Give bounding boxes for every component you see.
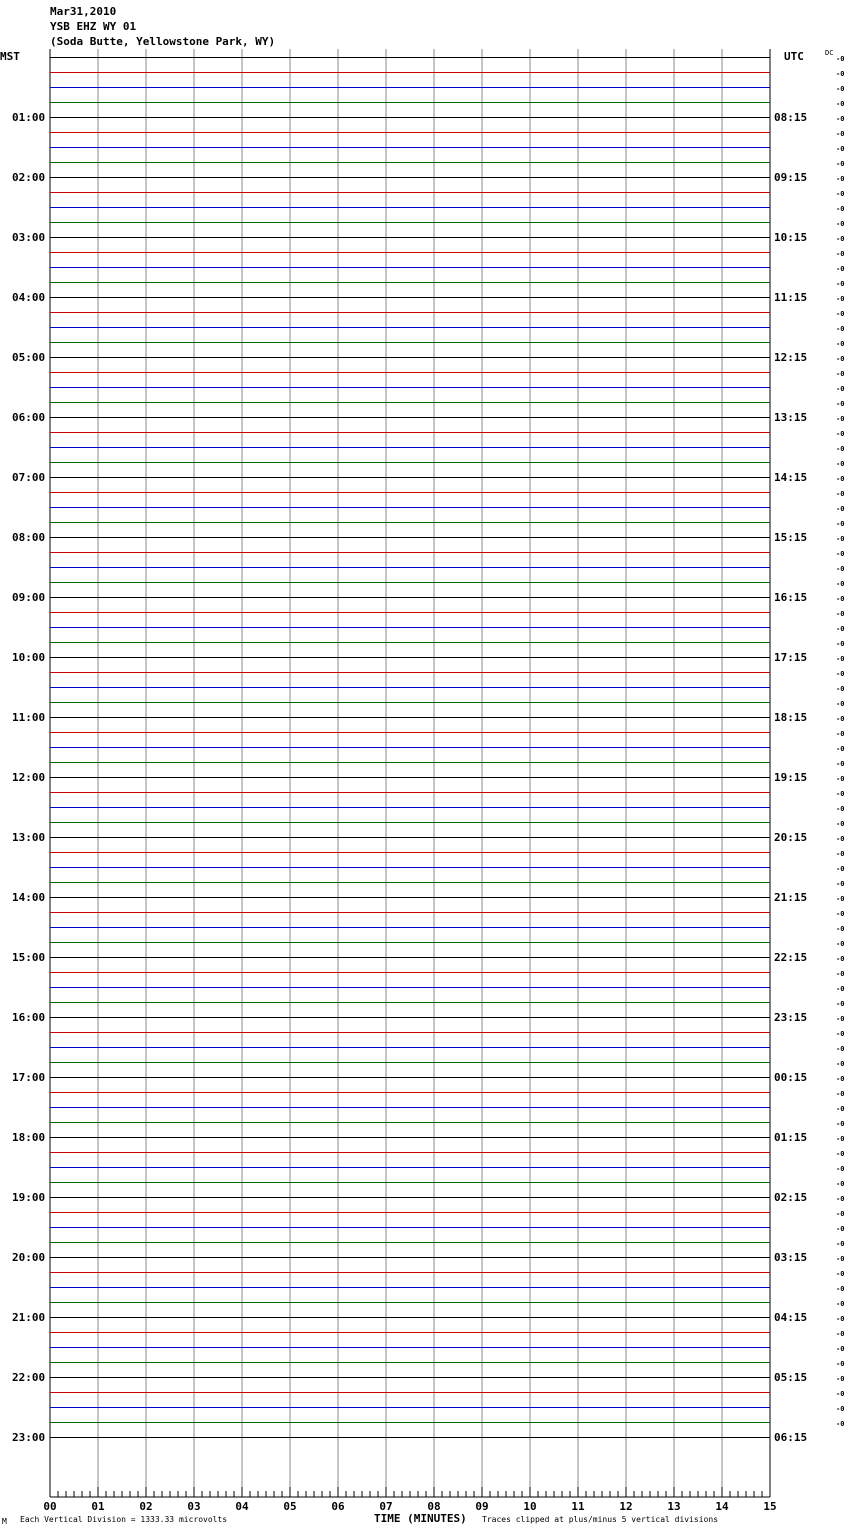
dc-offset-label: -0 bbox=[836, 340, 845, 348]
left-hour-label: 14:00 bbox=[12, 891, 46, 904]
left-hour-label: 12:00 bbox=[12, 771, 46, 784]
x-tick-label: 14 bbox=[715, 1500, 729, 1513]
right-hour-label: 04:15 bbox=[774, 1311, 808, 1324]
dc-offset-label: -0 bbox=[836, 100, 845, 108]
left-hour-label: 02:00 bbox=[12, 171, 46, 184]
dc-offset-label: -0 bbox=[836, 1270, 845, 1278]
x-tick-label: 09 bbox=[475, 1500, 489, 1513]
right-hour-label: 00:15 bbox=[774, 1071, 808, 1084]
dc-offset-label: -0 bbox=[836, 400, 845, 408]
x-tick-label: 01 bbox=[91, 1500, 105, 1513]
scale-note: Each Vertical Division = 1333.33 microvolts bbox=[20, 1515, 228, 1524]
left-hour-label: 13:00 bbox=[12, 831, 46, 844]
right-hour-label: 21:15 bbox=[774, 891, 808, 904]
dc-offset-label: -0 bbox=[836, 1405, 845, 1413]
right-hour-label: 22:15 bbox=[774, 951, 808, 964]
dc-offset-label: -0 bbox=[836, 70, 845, 78]
dc-offset-label: -0 bbox=[836, 475, 845, 483]
dc-offset-label: -0 bbox=[836, 940, 845, 948]
left-hour-label: 10:00 bbox=[12, 651, 46, 664]
x-tick-label: 13 bbox=[667, 1500, 681, 1513]
header-station: YSB EHZ WY 01 bbox=[50, 20, 137, 33]
dc-offset-label: -0 bbox=[836, 700, 845, 708]
x-tick-label: 03 bbox=[187, 1500, 201, 1513]
right-hour-label: 23:15 bbox=[774, 1011, 808, 1024]
dc-offset-label: -0 bbox=[836, 280, 845, 288]
right-hour-label: 06:15 bbox=[774, 1431, 808, 1444]
dc-offset-label: -0 bbox=[836, 295, 845, 303]
right-hour-label: 03:15 bbox=[774, 1251, 808, 1264]
left-hour-label: 21:00 bbox=[12, 1311, 46, 1324]
x-tick-label: 06 bbox=[331, 1500, 345, 1513]
dc-offset-label: -0 bbox=[836, 205, 845, 213]
dc-offset-label: -0 bbox=[836, 1150, 845, 1158]
dc-label: DC bbox=[825, 49, 834, 57]
dc-offset-label: -0 bbox=[836, 1180, 845, 1188]
dc-offset-label: -0 bbox=[836, 175, 845, 183]
dc-offset-label: -0 bbox=[836, 565, 845, 573]
right-hour-label: 05:15 bbox=[774, 1371, 808, 1384]
dc-offset-label: -0 bbox=[836, 880, 845, 888]
right-hour-label: 20:15 bbox=[774, 831, 808, 844]
right-hour-label: 08:15 bbox=[774, 111, 808, 124]
left-hour-label: 17:00 bbox=[12, 1071, 46, 1084]
x-tick-label: 11 bbox=[571, 1500, 585, 1513]
dc-offset-label: -0 bbox=[836, 925, 845, 933]
x-tick-label: 15 bbox=[763, 1500, 777, 1513]
x-tick-label: 08 bbox=[427, 1500, 441, 1513]
dc-offset-label: -0 bbox=[836, 1300, 845, 1308]
header-date: Mar31,2010 bbox=[50, 5, 117, 18]
left-hour-label: 11:00 bbox=[12, 711, 46, 724]
right-hour-label: 02:15 bbox=[774, 1191, 808, 1204]
right-hour-label: 01:15 bbox=[774, 1131, 808, 1144]
dc-offset-label: -0 bbox=[836, 820, 845, 828]
right-hour-label: 18:15 bbox=[774, 711, 808, 724]
left-hour-label: 05:00 bbox=[12, 351, 46, 364]
left-hour-label: 09:00 bbox=[12, 591, 46, 604]
dc-offset-label: -0 bbox=[836, 910, 845, 918]
left-hour-label: 08:00 bbox=[12, 531, 46, 544]
left-hour-label: 19:00 bbox=[12, 1191, 46, 1204]
dc-offset-label: -0 bbox=[836, 505, 845, 513]
dc-offset-label: -0 bbox=[836, 550, 845, 558]
x-tick-label: 05 bbox=[283, 1500, 297, 1513]
dc-offset-label: -0 bbox=[836, 805, 845, 813]
x-tick-label: 04 bbox=[235, 1500, 249, 1513]
dc-offset-label: -0 bbox=[836, 355, 845, 363]
dc-offset-label: -0 bbox=[836, 1165, 845, 1173]
dc-offset-label: -0 bbox=[836, 1420, 845, 1428]
dc-offset-label: -0 bbox=[836, 1045, 845, 1053]
dc-offset-label: -0 bbox=[836, 1345, 845, 1353]
dc-offset-label: -0 bbox=[836, 220, 845, 228]
right-hour-label: 13:15 bbox=[774, 411, 808, 424]
x-tick-label: 07 bbox=[379, 1500, 393, 1513]
dc-offset-label: -0 bbox=[836, 85, 845, 93]
dc-offset-label: -0 bbox=[836, 460, 845, 468]
x-tick-label: 02 bbox=[139, 1500, 153, 1513]
dc-offset-label: -0 bbox=[836, 625, 845, 633]
dc-offset-label: -0 bbox=[836, 1210, 845, 1218]
dc-offset-label: -0 bbox=[836, 1285, 845, 1293]
dc-offset-label: -0 bbox=[836, 595, 845, 603]
dc-offset-label: -0 bbox=[836, 670, 845, 678]
dc-offset-label: -0 bbox=[836, 55, 845, 63]
dc-offset-label: -0 bbox=[836, 1330, 845, 1338]
right-hour-label: 12:15 bbox=[774, 351, 808, 364]
right-hour-label: 15:15 bbox=[774, 531, 808, 544]
left-hour-label: 22:00 bbox=[12, 1371, 46, 1384]
right-timezone-label: UTC bbox=[784, 50, 804, 63]
dc-offset-label: -0 bbox=[836, 1195, 845, 1203]
dc-offset-label: -0 bbox=[836, 1090, 845, 1098]
dc-offset-label: -0 bbox=[836, 895, 845, 903]
left-timezone-label: MST bbox=[0, 50, 20, 63]
dc-offset-label: -0 bbox=[836, 385, 845, 393]
dc-offset-label: -0 bbox=[836, 685, 845, 693]
footer-left-mark: M bbox=[2, 1517, 7, 1526]
dc-offset-label: -0 bbox=[836, 640, 845, 648]
dc-offset-label: -0 bbox=[836, 1000, 845, 1008]
dc-offset-label: -0 bbox=[836, 415, 845, 423]
dc-offset-label: -0 bbox=[836, 580, 845, 588]
dc-offset-label: -0 bbox=[836, 325, 845, 333]
right-hour-label: 16:15 bbox=[774, 591, 808, 604]
dc-offset-label: -0 bbox=[836, 715, 845, 723]
x-tick-label: 00 bbox=[43, 1500, 57, 1513]
dc-offset-label: -0 bbox=[836, 1225, 845, 1233]
dc-offset-label: -0 bbox=[836, 310, 845, 318]
dc-offset-label: -0 bbox=[836, 1375, 845, 1383]
dc-offset-label: -0 bbox=[836, 865, 845, 873]
dc-offset-label: -0 bbox=[836, 850, 845, 858]
dc-offset-label: -0 bbox=[836, 1075, 845, 1083]
dc-offset-label: -0 bbox=[836, 1060, 845, 1068]
dc-offset-label: -0 bbox=[836, 1135, 845, 1143]
dc-offset-label: -0 bbox=[836, 1105, 845, 1113]
dc-offset-label: -0 bbox=[836, 730, 845, 738]
dc-offset-label: -0 bbox=[836, 655, 845, 663]
dc-offset-label: -0 bbox=[836, 970, 845, 978]
right-hour-label: 11:15 bbox=[774, 291, 808, 304]
left-hour-label: 03:00 bbox=[12, 231, 46, 244]
left-hour-label: 01:00 bbox=[12, 111, 46, 124]
header-location: (Soda Butte, Yellowstone Park, WY) bbox=[50, 35, 276, 48]
dc-offset-label: -0 bbox=[836, 115, 845, 123]
x-axis-title: TIME (MINUTES) bbox=[374, 1512, 467, 1525]
left-hour-label: 15:00 bbox=[12, 951, 46, 964]
dc-offset-label: -0 bbox=[836, 265, 845, 273]
right-hour-label: 19:15 bbox=[774, 771, 808, 784]
dc-offset-label: -0 bbox=[836, 445, 845, 453]
dc-offset-label: -0 bbox=[836, 835, 845, 843]
dc-offset-label: -0 bbox=[836, 1120, 845, 1128]
dc-offset-label: -0 bbox=[836, 250, 845, 258]
left-hour-label: 23:00 bbox=[12, 1431, 46, 1444]
dc-offset-label: -0 bbox=[836, 985, 845, 993]
dc-offset-label: -0 bbox=[836, 130, 845, 138]
dc-offset-label: -0 bbox=[836, 955, 845, 963]
dc-offset-label: -0 bbox=[836, 1030, 845, 1038]
right-hour-label: 10:15 bbox=[774, 231, 808, 244]
dc-offset-label: -0 bbox=[836, 535, 845, 543]
x-tick-label: 12 bbox=[619, 1500, 633, 1513]
dc-offset-label: -0 bbox=[836, 610, 845, 618]
dc-offset-label: -0 bbox=[836, 1255, 845, 1263]
x-tick-label: 10 bbox=[523, 1500, 537, 1513]
dc-offset-label: -0 bbox=[836, 745, 845, 753]
right-hour-label: 17:15 bbox=[774, 651, 808, 664]
dc-offset-label: -0 bbox=[836, 490, 845, 498]
left-hour-label: 04:00 bbox=[12, 291, 46, 304]
dc-offset-label: -0 bbox=[836, 1315, 845, 1323]
dc-offset-label: -0 bbox=[836, 160, 845, 168]
dc-offset-label: -0 bbox=[836, 190, 845, 198]
dc-offset-label: -0 bbox=[836, 1240, 845, 1248]
left-hour-label: 07:00 bbox=[12, 471, 46, 484]
dc-offset-label: -0 bbox=[836, 1390, 845, 1398]
right-hour-label: 09:15 bbox=[774, 171, 808, 184]
dc-offset-label: -0 bbox=[836, 1015, 845, 1023]
dc-offset-label: -0 bbox=[836, 370, 845, 378]
left-hour-label: 06:00 bbox=[12, 411, 46, 424]
dc-offset-label: -0 bbox=[836, 790, 845, 798]
left-hour-label: 16:00 bbox=[12, 1011, 46, 1024]
left-hour-label: 20:00 bbox=[12, 1251, 46, 1264]
dc-offset-label: -0 bbox=[836, 235, 845, 243]
dc-offset-label: -0 bbox=[836, 430, 845, 438]
dc-offset-label: -0 bbox=[836, 520, 845, 528]
dc-offset-label: -0 bbox=[836, 1360, 845, 1368]
left-hour-label: 18:00 bbox=[12, 1131, 46, 1144]
right-hour-label: 14:15 bbox=[774, 471, 808, 484]
dc-offset-label: -0 bbox=[836, 760, 845, 768]
dc-offset-label: -0 bbox=[836, 775, 845, 783]
dc-offset-label: -0 bbox=[836, 145, 845, 153]
clip-note: Traces clipped at plus/minus 5 vertical divisions bbox=[482, 1515, 719, 1524]
